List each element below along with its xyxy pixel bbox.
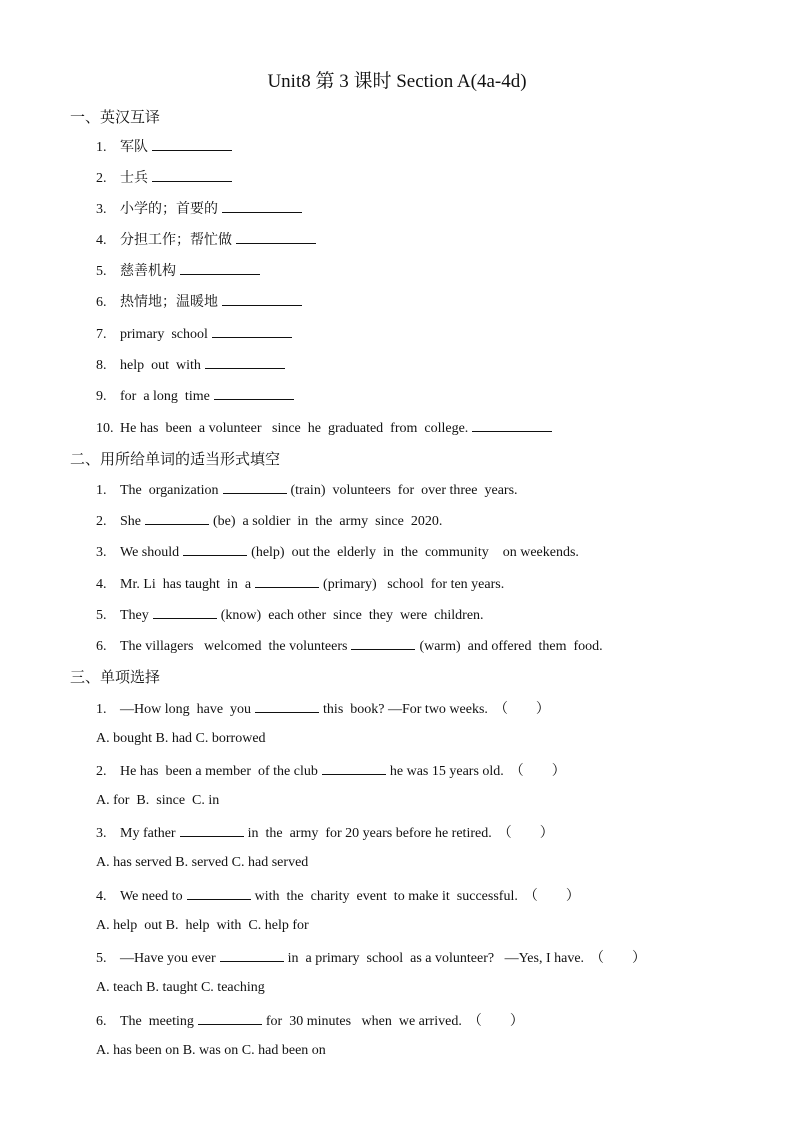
item-number: 4. <box>96 889 107 904</box>
question-text-before: My father <box>120 826 176 841</box>
item-number: 5. <box>96 264 107 279</box>
question-text-before: He has been a member of the club <box>120 764 318 779</box>
item-text: 士兵 <box>120 171 148 186</box>
item-text: 小学的；首要的 <box>120 202 218 217</box>
item-text-after: (help) out the elderly in the community on weekends. <box>251 545 579 560</box>
item-text: for a long time <box>120 389 210 404</box>
question-text-before: We need to <box>120 889 183 904</box>
answer-paren[interactable]: （ ） <box>509 764 566 779</box>
answer-blank[interactable] <box>212 323 292 338</box>
item-text: primary school <box>120 327 208 342</box>
answer-blank[interactable] <box>153 604 217 619</box>
question-text-after: in a primary school as a volunteer? —Yes, I have. <box>287 951 585 966</box>
item-text: 军队 <box>120 140 148 155</box>
answer-blank[interactable] <box>145 510 209 525</box>
question-text-before: The meeting <box>120 1014 194 1029</box>
question-text-after: with the charity event to make it successful. <box>254 889 518 904</box>
answer-blank[interactable] <box>472 417 552 432</box>
item-text: 热情地；温暖地 <box>120 295 218 310</box>
item-number: 4. <box>96 233 107 248</box>
answer-blank[interactable] <box>187 885 251 900</box>
question-text-before: —How long have you <box>120 702 252 717</box>
item-text-after: (train) volunteers for over three years. <box>290 483 518 498</box>
answer-blank[interactable] <box>222 291 302 306</box>
fill-item-1 <box>96 479 518 501</box>
answer-blank[interactable] <box>180 822 244 837</box>
item-number: 8. <box>96 358 107 373</box>
translate-item-2 <box>96 167 236 189</box>
item-number: 9. <box>96 389 107 404</box>
fill-item-5 <box>96 604 484 626</box>
item-number: 10. <box>96 421 114 436</box>
translate-item-8 <box>96 354 289 376</box>
answer-blank[interactable] <box>255 573 319 588</box>
item-number: 5. <box>96 608 107 623</box>
answer-blank[interactable] <box>214 385 294 400</box>
answer-blank[interactable] <box>198 1010 262 1025</box>
translate-item-10 <box>96 417 556 439</box>
question-text-after: in the army for 20 years before he retired. <box>247 826 492 841</box>
choice-item-3 <box>96 822 554 844</box>
question-text-before: —Have you ever <box>120 951 216 966</box>
item-text: 慈善机构 <box>120 264 176 279</box>
item-text-after: (primary) school for ten years. <box>323 577 505 592</box>
answer-paren[interactable]: （ ） <box>590 951 647 966</box>
item-number: 6. <box>96 295 107 310</box>
answer-blank[interactable] <box>236 229 316 244</box>
item-number: 1. <box>96 483 107 498</box>
answer-blank[interactable] <box>180 260 260 275</box>
fill-item-4 <box>96 573 504 595</box>
section-3-heading: 三、单项选择 <box>70 670 161 686</box>
answer-blank[interactable] <box>152 167 232 182</box>
translate-item-4 <box>96 229 320 251</box>
page-title: Unit8 第 3 课时 Section A(4a-4d) <box>267 71 527 92</box>
question-text-after: he was 15 years old. <box>389 764 504 779</box>
item-number: 3. <box>96 826 107 841</box>
choice-item-1 <box>96 698 550 720</box>
item-text: He has been a volunteer since he graduated from college. <box>120 421 469 436</box>
choice-options-6: A. has been on B. was on C. had been on <box>96 1043 326 1058</box>
choice-options-5: A. teach B. taught C. teaching <box>96 980 265 995</box>
translate-item-6 <box>96 291 306 313</box>
fill-item-2 <box>96 510 442 532</box>
section-1-heading: 一、英汉互译 <box>70 110 161 126</box>
item-text-before: They <box>120 608 149 623</box>
item-number: 1. <box>96 702 107 717</box>
item-text-before: She <box>120 514 141 529</box>
item-number: 3. <box>96 545 107 560</box>
fill-item-3 <box>96 541 579 563</box>
section-2-heading: 二、用所给单词的适当形式填空 <box>70 452 281 468</box>
answer-blank[interactable] <box>322 760 386 775</box>
item-number: 1. <box>96 140 107 155</box>
answer-blank[interactable] <box>351 635 415 650</box>
choice-options-1: A. bought B. had C. borrowed <box>96 731 266 746</box>
choice-item-5 <box>96 947 646 969</box>
translate-item-9 <box>96 385 298 407</box>
item-text-before: The villagers welcomed the volunteers <box>120 639 348 654</box>
answer-blank[interactable] <box>220 947 284 962</box>
answer-paren[interactable]: （ ） <box>493 702 550 717</box>
answer-blank[interactable] <box>222 198 302 213</box>
translate-item-3 <box>96 198 306 220</box>
item-text: help out with <box>120 358 201 373</box>
item-number: 3. <box>96 202 107 217</box>
choice-options-2: A. for B. since C. in <box>96 793 220 808</box>
choice-item-2 <box>96 760 566 782</box>
fill-item-6 <box>96 635 603 657</box>
answer-blank[interactable] <box>205 354 285 369</box>
item-number: 6. <box>96 1014 107 1029</box>
item-text-after: (know) each other since they were children. <box>220 608 484 623</box>
item-number: 2. <box>96 764 107 779</box>
choice-item-6 <box>96 1010 524 1032</box>
item-number: 2. <box>96 514 107 529</box>
item-text: 分担工作；帮忙做 <box>120 233 232 248</box>
translate-item-7 <box>96 323 296 345</box>
answer-blank[interactable] <box>183 541 247 556</box>
translate-item-1 <box>96 136 236 158</box>
translate-item-5 <box>96 260 264 282</box>
answer-blank[interactable] <box>152 136 232 151</box>
item-text-before: Mr. Li has taught in a <box>120 577 252 592</box>
item-text-after: (be) a soldier in the army since 2020. <box>213 514 443 529</box>
item-text-before: We should <box>120 545 180 560</box>
item-number: 5. <box>96 951 107 966</box>
choice-options-4: A. help out B. help with C. help for <box>96 918 309 933</box>
item-number: 6. <box>96 639 107 654</box>
item-number: 4. <box>96 577 107 592</box>
answer-blank[interactable] <box>255 698 319 713</box>
item-number: 7. <box>96 327 107 342</box>
answer-blank[interactable] <box>223 479 287 494</box>
answer-paren[interactable]: （ ） <box>467 1014 524 1029</box>
question-text-after: for 30 minutes when we arrived. <box>265 1014 462 1029</box>
item-number: 2. <box>96 171 107 186</box>
answer-paren[interactable]: （ ） <box>523 889 580 904</box>
answer-paren[interactable]: （ ） <box>497 826 554 841</box>
choice-item-4 <box>96 885 580 907</box>
question-text-after: this book? —For two weeks. <box>323 702 488 717</box>
item-text-after: (warm) and offered them food. <box>419 639 603 654</box>
item-text-before: The organization <box>120 483 219 498</box>
choice-options-3: A. has served B. served C. had served <box>96 855 309 870</box>
